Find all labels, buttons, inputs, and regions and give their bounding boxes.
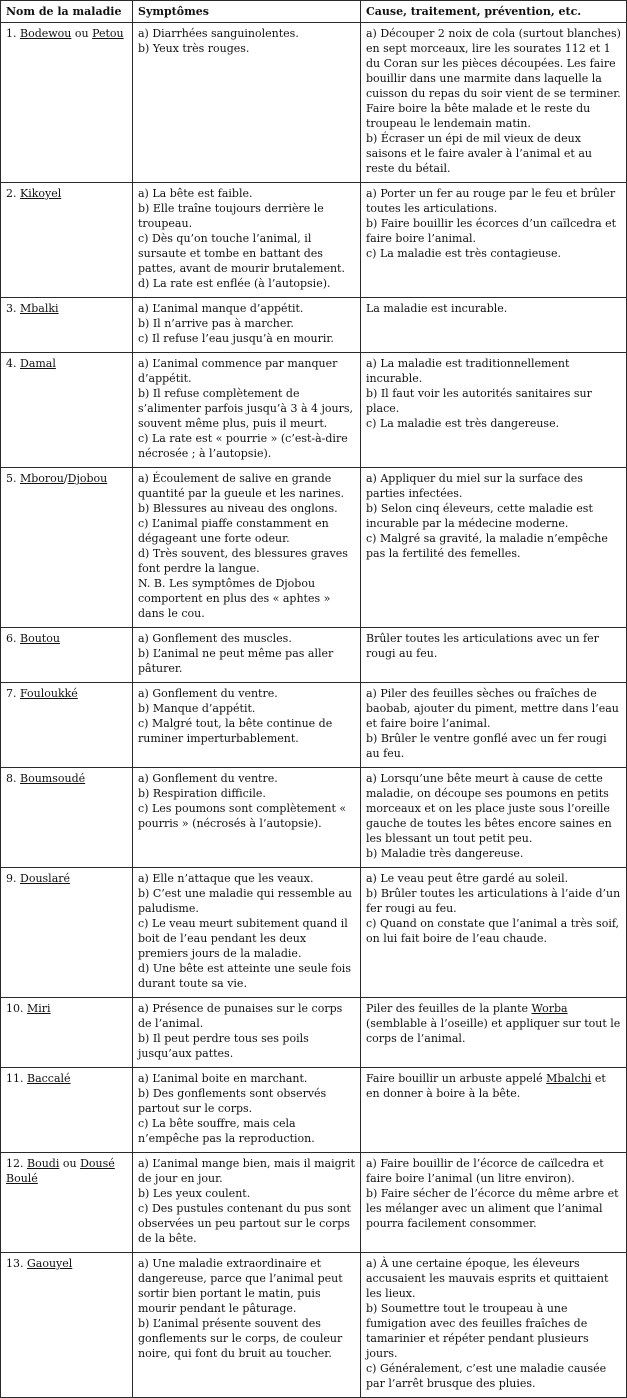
disease-name-cell	[1, 298, 133, 353]
treatment-line: b) Soumettre tout le troupeau à une fumigation avec des feuilles fraîches de tamarinier et répéter pendant plusieurs jours.	[366, 1302, 589, 1360]
symptom-line: b) C’est une maladie qui ressemble au paludisme.	[138, 887, 352, 915]
underlined-term: Petou	[92, 27, 124, 40]
text-run: Piler des feuilles de la plante	[366, 1002, 532, 1015]
disease-name-cell	[1, 468, 133, 628]
header-treatment: Cause, traitement, prévention, etc.	[361, 1, 627, 23]
text-run: Faire bouillir un arbuste appelé	[366, 1072, 547, 1085]
symptoms-cell	[133, 1153, 361, 1253]
treatment-line: b) Faire sécher de l’écorce du même arbre et les mélanger avec un aliment que l’animal pourra facilement consommer.	[366, 1187, 619, 1230]
treatment-line: a) Faire bouillir de l’écorce de caïlcedra et faire boire l’animal (un litre environ).	[366, 1157, 604, 1185]
treatment-line: b) Brûler le ventre gonflé avec un fer rougi au feu.	[366, 732, 607, 760]
symptoms-cell	[133, 468, 361, 628]
underlined-term: Gaouyel	[27, 1257, 73, 1270]
treatment-cell	[361, 768, 627, 868]
underlined-term: Mbalchi	[546, 1072, 592, 1085]
disease-name-cell	[1, 768, 133, 868]
treatment-cell	[361, 1253, 627, 1398]
symptom-line: a) L’animal manque d’appétit.	[138, 302, 304, 315]
symptoms-cell	[133, 868, 361, 998]
table-row	[1, 768, 627, 868]
symptom-line: b) Respiration difficile.	[138, 787, 266, 800]
treatment-cell	[361, 298, 627, 353]
text-run: /	[63, 472, 68, 485]
underlined-term: Damal	[20, 357, 56, 370]
treatment-cell	[361, 683, 627, 768]
symptom-line: c) La rate est « pourrie » (c’est-à-dire nécrosée ; à l’autopsie).	[138, 432, 348, 460]
symptom-line: c) Il refuse l’eau jusqu’à en mourir.	[138, 332, 334, 345]
underlined-term: Boudi	[27, 1157, 60, 1170]
underlined-term: Djobou	[67, 472, 108, 485]
treatment-line: b) Maladie très dangereuse.	[366, 847, 524, 860]
table-row	[1, 1153, 627, 1253]
text-run: 10.	[6, 1002, 27, 1015]
symptom-line: a) Diarrhées sanguinolentes.	[138, 27, 299, 40]
underlined-term: Fouloukké	[20, 687, 78, 700]
treatment-line: c) La maladie est très contagieuse.	[366, 247, 561, 260]
symptom-line: b) Blessures au niveau des onglons.	[138, 502, 338, 515]
symptom-line: c) Des pustules contenant du pus sont observées un peu partout sur le corps de la bête.	[138, 1202, 351, 1245]
table-body	[1, 23, 627, 1398]
symptom-line: N. B. Les symptômes de Djobou comportent en plus des « aphtes » dans le cou.	[138, 577, 331, 620]
disease-name-cell	[1, 1153, 133, 1253]
symptoms-cell	[133, 23, 361, 183]
symptom-line: d) La rate est enflée (à l’autopsie).	[138, 277, 331, 290]
symptom-line: c) Les poumons sont complètement « pourris » (nécrosés à l’autopsie).	[138, 802, 347, 830]
symptom-line: a) Gonflement du ventre.	[138, 772, 278, 785]
underlined-term: Baccalé	[27, 1072, 71, 1085]
text-run: 8.	[6, 772, 20, 785]
treatment-line: a) Le veau peut être gardé au soleil.	[366, 872, 569, 885]
symptoms-cell	[133, 1253, 361, 1398]
treatment-line: c) Quand on constate que l’animal a très soif, on lui fait boire de l’eau chaude.	[366, 917, 620, 945]
underlined-term: Mbalki	[20, 302, 59, 315]
disease-name-cell	[1, 353, 133, 468]
underlined-term: Mborou	[20, 472, 64, 485]
symptom-line: b) Il peut perdre tous ses poils jusqu’aux pattes.	[138, 1032, 309, 1060]
text-run: et en donner à boire à la bête.	[366, 1072, 606, 1100]
treatment-cell	[361, 628, 627, 683]
text-run: 12.	[6, 1157, 27, 1170]
treatment-line: b) Selon cinq éleveurs, cette maladie est incurable par la médecine moderne.	[366, 502, 593, 530]
table-row	[1, 868, 627, 998]
header-disease-name: Nom de la maladie	[1, 1, 133, 23]
treatment-cell	[361, 868, 627, 998]
symptom-line: a) Gonflement du ventre.	[138, 687, 278, 700]
treatment-line: a) La maladie est traditionnellement incurable.	[366, 357, 570, 385]
text-run: 6.	[6, 632, 20, 645]
text-run: 3.	[6, 302, 20, 315]
treatment-cell	[361, 353, 627, 468]
table-row	[1, 353, 627, 468]
symptom-line: a) Écoulement de salive en grande quantité par la gueule et les narines.	[138, 472, 345, 500]
underlined-term: Kikoyel	[20, 187, 62, 200]
symptom-line: b) L’animal présente souvent des gonflements sur le corps, de couleur noire, qui font du bruit au toucher.	[138, 1317, 343, 1360]
treatment-cell	[361, 1068, 627, 1153]
treatment-line	[366, 1071, 621, 1101]
disease-name-cell	[1, 183, 133, 298]
symptom-line: c) La bête souffre, mais cela n’empêche pas la reproduction.	[138, 1117, 315, 1145]
table-row	[1, 1253, 627, 1398]
symptom-line: a) Présence de punaises sur le corps de l’animal.	[138, 1002, 343, 1030]
treatment-line: b) Brûler toutes les articulations à l’aide d’un fer rougi au feu.	[366, 887, 621, 915]
treatment-line: Brûler toutes les articulations avec un fer rougi au feu.	[366, 632, 599, 660]
treatment-line: a) À une certaine époque, les éleveurs accusaient les mauvais esprits et quittaient les lieux.	[366, 1257, 609, 1300]
treatment-line: c) Généralement, c’est une maladie causée par l’arrêt brusque des pluies.	[366, 1362, 607, 1390]
text-run: 1.	[6, 27, 20, 40]
treatment-line: a) Porter un fer au rouge par le feu et brûler toutes les articulations.	[366, 187, 616, 215]
symptom-line: a) L’animal boite en marchant.	[138, 1072, 308, 1085]
text-run: (semblable à l’oseille) et appliquer sur tout le corps de l’animal.	[366, 1017, 621, 1045]
symptom-line: c) L’animal piaffe constamment en dégageant une forte odeur.	[138, 517, 329, 545]
underlined-term: Boumsoudé	[20, 772, 86, 785]
text-run: 5.	[6, 472, 20, 485]
text-run: ou	[71, 27, 93, 40]
symptom-line: b) Manque d’appétit.	[138, 702, 256, 715]
treatment-line: c) Malgré sa gravité, la maladie n’empêche pas la fertilité des femelles.	[366, 532, 608, 560]
header-row	[1, 1, 627, 23]
disease-name-cell	[1, 1253, 133, 1398]
symptom-line: a) Gonflement des muscles.	[138, 632, 292, 645]
disease-name-cell	[1, 1068, 133, 1153]
table-row	[1, 683, 627, 768]
symptoms-cell	[133, 628, 361, 683]
treatment-line: c) La maladie est très dangereuse.	[366, 417, 560, 430]
text-run: 4.	[6, 357, 20, 370]
symptom-line: a) Une maladie extraordinaire et dangereuse, parce que l’animal peut sortir bien portant le matin, puis mourir pendant le pâturage.	[138, 1257, 343, 1315]
underlined-term: Boutou	[20, 632, 60, 645]
symptoms-cell	[133, 768, 361, 868]
treatment-line: b) Écraser un épi de mil vieux de deux saisons et le faire avaler à l’animal et au reste du bétail.	[366, 132, 592, 175]
text-run: 13.	[6, 1257, 27, 1270]
disease-name-cell	[1, 998, 133, 1068]
treatment-line: La maladie est incurable.	[366, 302, 508, 315]
treatment-cell	[361, 23, 627, 183]
symptom-line: b) Elle traîne toujours derrière le troupeau.	[138, 202, 324, 230]
symptom-line: b) Il refuse complètement de s’alimenter parfois jusqu’à 3 à 4 jours, souvent même plus, puis il meurt.	[138, 387, 354, 430]
symptom-line: b) Des gonflements sont observés partout sur le corps.	[138, 1087, 327, 1115]
text-run: 9.	[6, 872, 20, 885]
symptom-line: c) Le veau meurt subitement quand il boit de l’eau pendant les deux premiers jours de la maladie.	[138, 917, 348, 960]
treatment-cell	[361, 183, 627, 298]
symptoms-cell	[133, 1068, 361, 1153]
disease-name-cell	[1, 683, 133, 768]
table-row	[1, 628, 627, 683]
treatment-cell	[361, 468, 627, 628]
symptom-line: c) Malgré tout, la bête continue de ruminer imperturbablement.	[138, 717, 333, 745]
table-row	[1, 298, 627, 353]
underlined-term: Worba	[531, 1002, 568, 1015]
header-symptoms: Symptômes	[133, 1, 361, 23]
text-run: ou	[59, 1157, 81, 1170]
symptom-line: d) Une bête est atteinte une seule fois durant toute sa vie.	[138, 962, 351, 990]
disease-name-cell	[1, 868, 133, 998]
table-row	[1, 23, 627, 183]
symptom-line: c) Dès qu’on touche l’animal, il sursaute et tombe en battant des pattes, avant de mourir brutalement.	[138, 232, 345, 275]
treatment-cell	[361, 998, 627, 1068]
symptom-line: d) Très souvent, des blessures graves font perdre la langue.	[138, 547, 348, 575]
text-run: 2.	[6, 187, 20, 200]
treatment-line	[366, 1001, 621, 1046]
underlined-term: Douslaré	[20, 872, 71, 885]
text-run: 7.	[6, 687, 20, 700]
table-row	[1, 1068, 627, 1153]
treatment-line: b) Faire bouillir les écorces d’un caïlcedra et faire boire l’animal.	[366, 217, 617, 245]
disease-name-cell	[1, 628, 133, 683]
table-row	[1, 183, 627, 298]
text-run: 11.	[6, 1072, 27, 1085]
symptom-line: b) Les yeux coulent.	[138, 1187, 251, 1200]
treatment-line: a) Lorsqu’une bête meurt à cause de cette maladie, on découpe ses poumons en petits morceaux et on les place juste sous l’oreille gauche de toutes les bêtes encore saines en les blessant un tout petit peu.	[366, 772, 612, 845]
symptoms-cell	[133, 683, 361, 768]
table-row	[1, 998, 627, 1068]
underlined-term: Miri	[27, 1002, 51, 1015]
symptom-line: a) L’animal commence par manquer d’appétit.	[138, 357, 338, 385]
symptoms-cell	[133, 298, 361, 353]
symptoms-cell	[133, 183, 361, 298]
symptom-line: a) Elle n’attaque que les veaux.	[138, 872, 314, 885]
symptoms-cell	[133, 353, 361, 468]
treatment-line: b) Il faut voir les autorités sanitaires sur place.	[366, 387, 592, 415]
symptom-line: a) L’animal mange bien, mais il maigrit de jour en jour.	[138, 1157, 355, 1185]
underlined-term: Dousé Boulé	[6, 1157, 115, 1185]
disease-name-cell	[1, 23, 133, 183]
treatment-line: a) Découper 2 noix de cola (surtout blanches) en sept morceaux, lire les sourates 112 et 1 du Coran sur les pièces découpées. Les faire bouillir dans une marmite dans laquelle la cuisson du repas du soir vient de se terminer. Faire boire la bête malade et le reste du troupeau le lendemain matin.	[366, 27, 621, 130]
table-row	[1, 468, 627, 628]
symptom-line: b) Yeux très rouges.	[138, 42, 250, 55]
symptom-line: a) La bête est faible.	[138, 187, 253, 200]
treatment-line: a) Piler des feuilles sèches ou fraîches de baobab, ajouter du piment, mettre dans l’eau et faire boire l’animal.	[366, 687, 619, 730]
symptom-line: b) Il n’arrive pas à marcher.	[138, 317, 294, 330]
underlined-term: Bodewou	[20, 27, 72, 40]
treatment-cell	[361, 1153, 627, 1253]
treatment-line: a) Appliquer du miel sur la surface des parties infectées.	[366, 472, 583, 500]
symptom-line: b) L’animal ne peut même pas aller pâturer.	[138, 647, 334, 675]
symptoms-cell	[133, 998, 361, 1068]
